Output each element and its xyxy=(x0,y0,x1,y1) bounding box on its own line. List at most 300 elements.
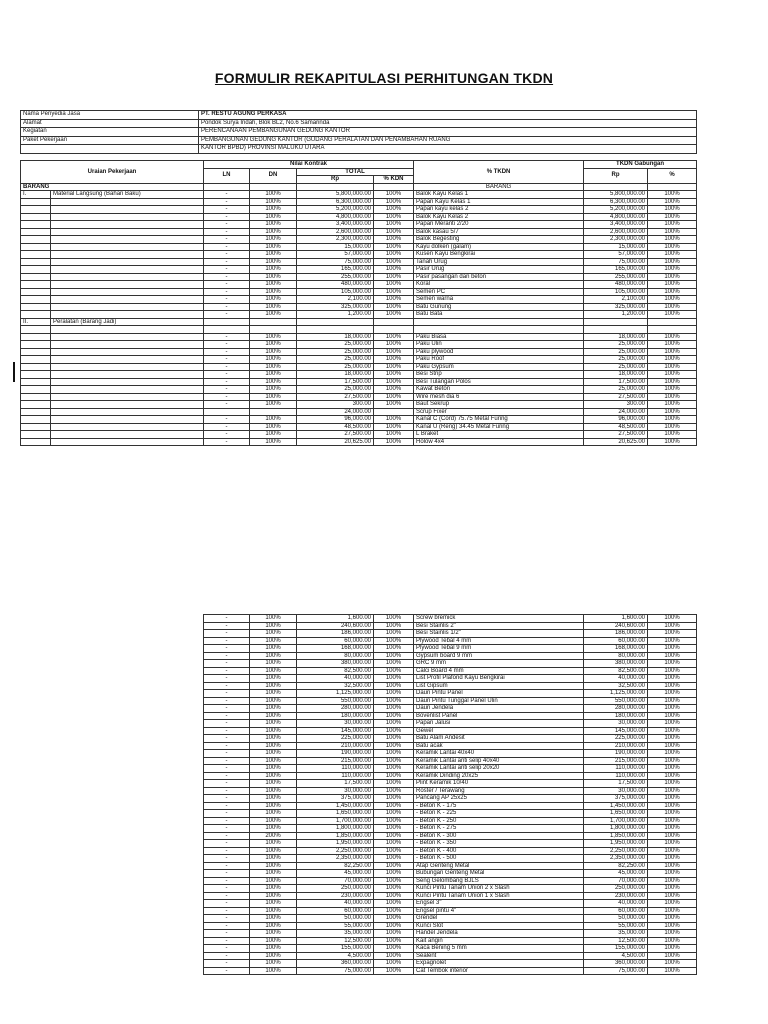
item-name: - Beton K - 350 xyxy=(414,840,584,848)
kdn-value: 100% xyxy=(374,660,414,668)
dn-value: 100% xyxy=(250,198,297,206)
empty-cell xyxy=(21,221,51,229)
kdn-value: 100% xyxy=(374,386,414,394)
gabungan-rp-value: 550,000.00 xyxy=(584,697,648,705)
kdn-value: 100% xyxy=(374,667,414,675)
table-row xyxy=(204,870,697,878)
dn-value xyxy=(250,408,297,416)
item-name: Keramik Lantai anti selip 40x40 xyxy=(414,757,584,765)
dn-value: 100% xyxy=(250,630,297,638)
rp-value: 215,000.00 xyxy=(297,757,374,765)
kdn-value: 100% xyxy=(374,630,414,638)
empty-cell xyxy=(51,228,204,236)
ln-value: - xyxy=(204,817,250,825)
ln-value: - xyxy=(204,967,250,975)
table-row xyxy=(204,630,697,638)
gabungan-rp-value: 186,000.00 xyxy=(584,630,648,638)
item-name: - Beton K - 175 xyxy=(414,802,584,810)
rp-value: 190,000.00 xyxy=(297,750,374,758)
item-name: Keramik Lantai 40x40 xyxy=(414,750,584,758)
gabungan-pct-value: 100% xyxy=(648,727,697,735)
item-name: Scrup Fixer xyxy=(414,408,584,416)
kdn-value: 100% xyxy=(374,333,414,341)
empty-cell xyxy=(51,243,204,251)
rp-value: 4,800,000.00 xyxy=(297,213,374,221)
gabungan-pct-value: 100% xyxy=(648,712,697,720)
ln-value: - xyxy=(204,206,250,214)
item-name: Balok kasau 5/7 xyxy=(414,228,584,236)
kdn-value: 100% xyxy=(374,862,414,870)
empty-cell xyxy=(204,318,250,326)
kdn-value: 100% xyxy=(374,930,414,938)
gabungan-rp-value: 4,800,000.00 xyxy=(584,213,648,221)
kdn-value: 100% xyxy=(374,273,414,281)
ln-value: - xyxy=(204,705,250,713)
rp-value: 40,000.00 xyxy=(297,900,374,908)
rp-value: 17,500.00 xyxy=(297,378,374,386)
dn-value: 100% xyxy=(250,416,297,424)
empty-cell xyxy=(21,363,51,371)
gabungan-rp-value: 250,000.00 xyxy=(584,885,648,893)
empty-cell xyxy=(51,431,204,439)
table-row xyxy=(204,802,697,810)
gabungan-pct-value: 100% xyxy=(648,191,697,199)
gabungan-rp-value: 215,000.00 xyxy=(584,757,648,765)
rp-value: 48,500.00 xyxy=(297,423,374,431)
table-row xyxy=(204,945,697,953)
rp-value: 2,100.00 xyxy=(297,296,374,304)
ln-value: - xyxy=(204,780,250,788)
kdn-value: 100% xyxy=(374,735,414,743)
empty-cell xyxy=(51,221,204,229)
kdn-value: 100% xyxy=(374,832,414,840)
rp-value: 12,500.00 xyxy=(297,937,374,945)
ln-value: - xyxy=(204,952,250,960)
ln-value: - xyxy=(204,401,250,409)
ln-value: - xyxy=(204,615,250,623)
gabungan-rp-value: 32,500.00 xyxy=(584,682,648,690)
spacer-row xyxy=(21,326,697,334)
item-name: Kanal U (Reng) 34.45 Metal Furing xyxy=(414,423,584,431)
kdn-value: 100% xyxy=(374,431,414,439)
item-name: Wire mesh dia 6 xyxy=(414,393,584,401)
dn-value: 100% xyxy=(250,228,297,236)
empty-cell xyxy=(51,273,204,281)
item-name: Batu Alam Andesit xyxy=(414,735,584,743)
dn-value: 100% xyxy=(250,423,297,431)
gabungan-pct-value: 100% xyxy=(648,393,697,401)
ln-value: - xyxy=(204,885,250,893)
gabungan-pct-value: 100% xyxy=(648,750,697,758)
rp-value: 17,500.00 xyxy=(297,780,374,788)
kdn-value: 100% xyxy=(374,817,414,825)
table-row xyxy=(21,251,697,259)
kdn-value: 100% xyxy=(374,221,414,229)
table-row xyxy=(204,922,697,930)
table-row xyxy=(204,660,697,668)
kdn-value: 100% xyxy=(374,423,414,431)
item-name: Screw bremick xyxy=(414,615,584,623)
rp-value: 380,000.00 xyxy=(297,660,374,668)
item-name: Besi Stainlis 2" xyxy=(414,622,584,630)
table-row xyxy=(204,690,697,698)
rp-value: 210,000.00 xyxy=(297,742,374,750)
item-name: Kunci Pintu Tanam Union 2 x Slash xyxy=(414,885,584,893)
gabungan-pct-value: 100% xyxy=(648,386,697,394)
ln-value: - xyxy=(204,757,250,765)
rp-value: 280,000.00 xyxy=(297,705,374,713)
gabungan-rp-value: 18,000.00 xyxy=(584,371,648,379)
gabungan-pct-value: 100% xyxy=(648,930,697,938)
gabungan-pct-value: 100% xyxy=(648,765,697,773)
gabungan-rp-value: 1,700,000.00 xyxy=(584,817,648,825)
gabungan-rp-value: 2,350,000.00 xyxy=(584,855,648,863)
header-row-1 xyxy=(21,161,697,169)
kdn-value: 100% xyxy=(374,697,414,705)
dn-value: 100% xyxy=(250,840,297,848)
table-row xyxy=(204,847,697,855)
empty-cell xyxy=(21,333,51,341)
item-name: Pasir pasangan dan beton xyxy=(414,273,584,281)
table-row xyxy=(204,667,697,675)
rp-value: 82,500.00 xyxy=(297,667,374,675)
info-label: Alamat xyxy=(21,119,199,128)
empty-cell xyxy=(21,198,51,206)
rp-value: 96,000.00 xyxy=(297,416,374,424)
gabungan-rp-value: 3,400,000.00 xyxy=(584,221,648,229)
empty-cell xyxy=(21,236,51,244)
item-name: Kunci Slot xyxy=(414,922,584,930)
table-row xyxy=(204,832,697,840)
dn-value: 100% xyxy=(250,645,297,653)
dn-value: 100% xyxy=(250,438,297,446)
empty-cell xyxy=(51,258,204,266)
ln-value: - xyxy=(204,742,250,750)
gabungan-rp-value: 1,125,000.00 xyxy=(584,690,648,698)
header-rp: Rp xyxy=(297,176,374,184)
item-name: Cat Tembok interior xyxy=(414,967,584,975)
rp-value: 255,000.00 xyxy=(297,273,374,281)
gabungan-pct-value: 100% xyxy=(648,877,697,885)
table-row xyxy=(21,333,697,341)
ln-value: - xyxy=(204,847,250,855)
rp-value: 1,600.00 xyxy=(297,615,374,623)
kdn-value: 100% xyxy=(374,615,414,623)
dn-value: 100% xyxy=(250,333,297,341)
rp-value: 155,000.00 xyxy=(297,945,374,953)
table-row xyxy=(204,840,697,848)
ln-value: - xyxy=(204,393,250,401)
item-name: Grendel xyxy=(414,915,584,923)
info-value: KANTOR BPBD) PROVINSI MALUKU UTARA xyxy=(199,145,697,154)
ln-value: - xyxy=(204,341,250,349)
table-row xyxy=(204,675,697,683)
ln-value: - xyxy=(204,311,250,319)
gabungan-rp-value: 35,000.00 xyxy=(584,930,648,938)
item-name: Holow 4x4 xyxy=(414,438,584,446)
tkdn-table-continued xyxy=(203,614,697,975)
item-name: Paku Gypsum xyxy=(414,363,584,371)
dn-value: 100% xyxy=(250,892,297,900)
gabungan-pct-value: 100% xyxy=(648,832,697,840)
section-row xyxy=(21,318,697,326)
ln-value: - xyxy=(204,378,250,386)
rp-value: 145,000.00 xyxy=(297,727,374,735)
item-name: Daun Pintu Panel xyxy=(414,690,584,698)
item-name: - Beton K - 225 xyxy=(414,810,584,818)
gabungan-rp-value: 96,000.00 xyxy=(584,416,648,424)
rp-value: 1,850,000.00 xyxy=(297,832,374,840)
section-label: Peralatan (Barang Jadi) xyxy=(51,318,204,326)
dn-value: 100% xyxy=(250,810,297,818)
kdn-value: 100% xyxy=(374,311,414,319)
dn-value: 100% xyxy=(250,945,297,953)
empty-cell xyxy=(21,281,51,289)
kdn-value: 100% xyxy=(374,356,414,364)
info-table xyxy=(20,110,697,154)
table-row xyxy=(204,877,697,885)
gabungan-rp-value: 255,000.00 xyxy=(584,273,648,281)
item-name: - Beton K - 400 xyxy=(414,847,584,855)
ln-value: - xyxy=(204,937,250,945)
gabungan-rp-value: 1,950,000.00 xyxy=(584,840,648,848)
rp-value: 2,350,000.00 xyxy=(297,855,374,863)
table-row xyxy=(204,765,697,773)
info-body xyxy=(21,111,697,154)
rp-value: 2,600,000.00 xyxy=(297,228,374,236)
item-name: Kawat Beton xyxy=(414,386,584,394)
gabungan-rp-value: 210,000.00 xyxy=(584,742,648,750)
empty-cell xyxy=(21,303,51,311)
gabungan-rp-value: 375,000.00 xyxy=(584,795,648,803)
item-name: Handel Jendela xyxy=(414,930,584,938)
empty-cell xyxy=(51,356,204,364)
dn-value: 100% xyxy=(250,967,297,975)
table-row xyxy=(204,787,697,795)
kdn-value: 100% xyxy=(374,772,414,780)
ln-value: - xyxy=(204,735,250,743)
gabungan-pct-value: 100% xyxy=(648,303,697,311)
gabungan-pct-value: 100% xyxy=(648,228,697,236)
gabungan-pct-value: 100% xyxy=(648,438,697,446)
gabungan-rp-value: 25,000.00 xyxy=(584,341,648,349)
gabungan-pct-value: 100% xyxy=(648,637,697,645)
item-name: Expagnolet xyxy=(414,960,584,968)
table-row xyxy=(204,810,697,818)
gabungan-pct-value: 100% xyxy=(648,251,697,259)
item-name: Plywood Tebal 4 mm xyxy=(414,637,584,645)
info-row xyxy=(21,119,697,128)
item-name: - Beton K - 250 xyxy=(414,817,584,825)
item-name: Besi Tulangan Polos xyxy=(414,378,584,386)
kdn-value: 100% xyxy=(374,690,414,698)
rp-value: 18,000.00 xyxy=(297,333,374,341)
table-row xyxy=(21,236,697,244)
item-name: Kusen Kayu Bengkirai xyxy=(414,251,584,259)
gabungan-rp-value: 110,000.00 xyxy=(584,772,648,780)
item-name: Daun Pintu Tunggal Panel Ulin xyxy=(414,697,584,705)
gabungan-rp-value: 57,000.00 xyxy=(584,251,648,259)
empty-cell xyxy=(51,266,204,274)
gabungan-rp-value: 17,500.00 xyxy=(584,780,648,788)
item-name: Balok Kayu Kelas 2 xyxy=(414,213,584,221)
gabungan-pct-value: 100% xyxy=(648,645,697,653)
kdn-value: 100% xyxy=(374,705,414,713)
ln-value: - xyxy=(204,712,250,720)
rp-value: 30,000.00 xyxy=(297,720,374,728)
ln-value: - xyxy=(204,675,250,683)
rp-value: 1,450,000.00 xyxy=(297,802,374,810)
rp-value: 110,000.00 xyxy=(297,772,374,780)
gabungan-pct-value: 100% xyxy=(648,690,697,698)
item-name: Balok Begesting xyxy=(414,236,584,244)
empty-cell xyxy=(51,416,204,424)
dn-value: 100% xyxy=(250,667,297,675)
item-name: Papan Kayu Kelas 1 xyxy=(414,198,584,206)
kdn-value: 100% xyxy=(374,622,414,630)
ln-value: - xyxy=(204,645,250,653)
gabungan-rp-value: 225,000.00 xyxy=(584,735,648,743)
ln-value: - xyxy=(204,236,250,244)
table-row xyxy=(204,757,697,765)
dn-value: 100% xyxy=(250,765,297,773)
gabungan-rp-value: 30,000.00 xyxy=(584,787,648,795)
empty-cell xyxy=(21,251,51,259)
ln-value: - xyxy=(204,862,250,870)
empty-cell xyxy=(51,378,204,386)
empty-cell xyxy=(21,431,51,439)
gabungan-pct-value: 100% xyxy=(648,296,697,304)
ln-value: - xyxy=(204,431,250,439)
item-name: Pancang AP 25x25 xyxy=(414,795,584,803)
gabungan-pct-value: 100% xyxy=(648,630,697,638)
gabungan-pct-value: 100% xyxy=(648,720,697,728)
gabungan-rp-value: 80,000.00 xyxy=(584,652,648,660)
gabungan-pct-value: 100% xyxy=(648,952,697,960)
item-name: L Braket xyxy=(414,431,584,439)
gabungan-pct-value: 100% xyxy=(648,356,697,364)
empty-cell xyxy=(374,318,414,326)
gabungan-pct-value: 100% xyxy=(648,348,697,356)
gabungan-rp-value: 60,000.00 xyxy=(584,637,648,645)
table-row xyxy=(21,266,697,274)
item-name: Paku Roof xyxy=(414,356,584,364)
ln-value: - xyxy=(204,877,250,885)
table-row xyxy=(204,892,697,900)
rp-value: 165,000.00 xyxy=(297,266,374,274)
empty-cell xyxy=(21,266,51,274)
gabungan-pct-value: 100% xyxy=(648,221,697,229)
dn-value: 100% xyxy=(250,243,297,251)
kdn-value: 100% xyxy=(374,378,414,386)
table-row xyxy=(204,750,697,758)
empty-cell xyxy=(21,243,51,251)
table-row xyxy=(204,780,697,788)
gabungan-rp-value: 70,000.00 xyxy=(584,877,648,885)
dn-value: 100% xyxy=(250,787,297,795)
ln-value: - xyxy=(204,438,250,446)
kdn-value: 100% xyxy=(374,855,414,863)
ln-value: - xyxy=(204,423,250,431)
ln-value: - xyxy=(204,251,250,259)
rp-value: 168,000.00 xyxy=(297,645,374,653)
gabungan-rp-value: 82,500.00 xyxy=(584,667,648,675)
item-name: Calci Board 4 mm xyxy=(414,667,584,675)
item-name: Besi Strip xyxy=(414,371,584,379)
table-row xyxy=(204,645,697,653)
header-pct-tkdn: % TKDN xyxy=(414,161,584,184)
item-name: Engsel pintu 4" xyxy=(414,907,584,915)
ln-value: - xyxy=(204,416,250,424)
gabungan-rp-value: 30,000.00 xyxy=(584,720,648,728)
table-row xyxy=(21,221,697,229)
kdn-value: 100% xyxy=(374,787,414,795)
kdn-value: 100% xyxy=(374,213,414,221)
info-row xyxy=(21,136,697,145)
gabungan-rp-value: 155,000.00 xyxy=(584,945,648,953)
rp-value: 30,000.00 xyxy=(297,787,374,795)
rp-value: 18,000.00 xyxy=(297,371,374,379)
gabungan-rp-value: 55,000.00 xyxy=(584,922,648,930)
rp-value: 20,625.00 xyxy=(297,438,374,446)
table-row xyxy=(21,363,697,371)
kdn-value: 100% xyxy=(374,393,414,401)
gabungan-rp-value: 4,500.00 xyxy=(584,952,648,960)
gabungan-rp-value: 25,000.00 xyxy=(584,363,648,371)
rp-value: 50,000.00 xyxy=(297,915,374,923)
empty-cell xyxy=(648,318,697,326)
gabungan-pct-value: 100% xyxy=(648,967,697,975)
empty-cell xyxy=(51,251,204,259)
ln-value: - xyxy=(204,191,250,199)
rp-value: 60,000.00 xyxy=(297,637,374,645)
ln-value: - xyxy=(204,296,250,304)
empty-cell xyxy=(21,408,51,416)
kdn-value: 100% xyxy=(374,348,414,356)
table-row xyxy=(21,393,697,401)
kdn-value: 100% xyxy=(374,765,414,773)
gabungan-rp-value: 1,850,000.00 xyxy=(584,832,648,840)
ln-value: - xyxy=(204,810,250,818)
table-row xyxy=(21,416,697,424)
gabungan-pct-value: 100% xyxy=(648,847,697,855)
table-row xyxy=(21,371,697,379)
kdn-value: 100% xyxy=(374,438,414,446)
item-name: Kait angin xyxy=(414,937,584,945)
item-name: Semen PC xyxy=(414,288,584,296)
item-name: Seng Gelombang BJLS xyxy=(414,877,584,885)
kdn-value: 100% xyxy=(374,967,414,975)
gabungan-rp-value: 40,000.00 xyxy=(584,900,648,908)
rp-value: 80,000.00 xyxy=(297,652,374,660)
empty-cell xyxy=(51,236,204,244)
ln-value: - xyxy=(204,892,250,900)
kdn-value: 100% xyxy=(374,922,414,930)
kdn-value: 100% xyxy=(374,251,414,259)
gabungan-rp-value: 1,650,000.00 xyxy=(584,810,648,818)
rp-value: 60,000.00 xyxy=(297,907,374,915)
table-row xyxy=(204,817,697,825)
empty-cell xyxy=(21,326,51,334)
rp-value: 1,800,000.00 xyxy=(297,825,374,833)
ln-value: - xyxy=(204,720,250,728)
info-value: PERENCANAAN PEMBANGUNAN GEDUNG KANTOR xyxy=(199,128,697,137)
gabungan-pct-value: 100% xyxy=(648,652,697,660)
empty-cell xyxy=(21,296,51,304)
rp-value: 27,500.00 xyxy=(297,393,374,401)
gabungan-rp-value: 325,000.00 xyxy=(584,303,648,311)
kdn-value: 100% xyxy=(374,810,414,818)
